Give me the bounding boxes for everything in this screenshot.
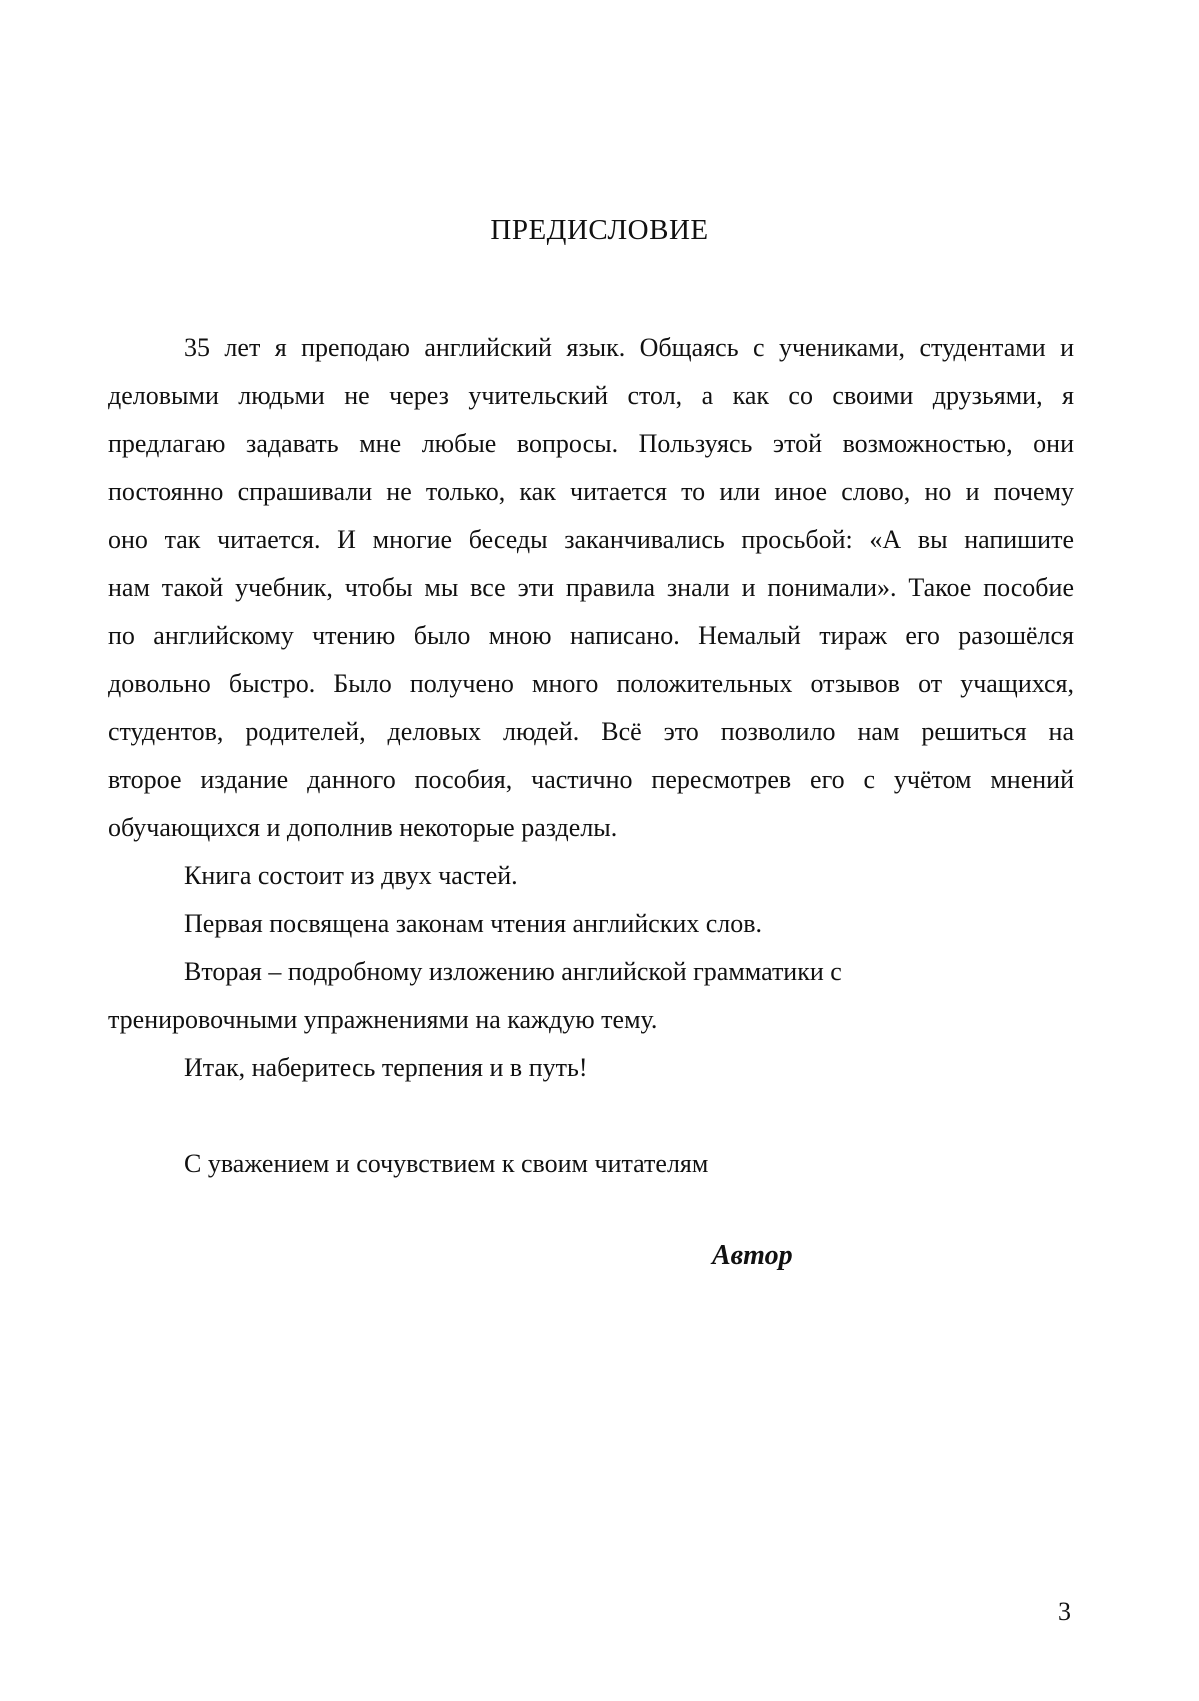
closing-paragraph: Итак, наберитесь терпения и в путь! xyxy=(184,1053,588,1082)
intro-line: деловыми людьми не через учительский стол, а как со своими друзьями, я xyxy=(108,381,1074,410)
preface-body xyxy=(108,324,1074,1092)
intro-paragraph xyxy=(108,324,1074,852)
intro-line: довольно быстро. Было получено много положительных отзывов от учащихся, xyxy=(108,669,1074,698)
page-title: ПРЕДИСЛОВИЕ xyxy=(490,214,709,246)
part-two-line: тренировочными упражнениями на каждую тему. xyxy=(108,1005,658,1034)
intro-line: по английскому чтению было мною написано. Немалый тираж его разошёлся xyxy=(108,621,1074,650)
part-two-line: Вторая – подробному изложению английской грамматики с xyxy=(184,957,842,986)
part-one-paragraph: Первая посвящена законам чтения английских слов. xyxy=(184,909,763,938)
intro-line: 35 лет я преподаю английский язык. Общаясь с учениками, студентами и xyxy=(184,333,1074,362)
intro-line: оно так читается. И многие беседы заканчивались просьбой: «А вы напишите xyxy=(108,525,1074,554)
author-signature: Автор xyxy=(712,1240,793,1271)
book-parts-paragraph: Книга состоит из двух частей. xyxy=(184,861,518,890)
intro-line: постоянно спрашивали не только, как читается то или иное слово, но и почему xyxy=(108,477,1074,506)
intro-line: нам такой учебник, чтобы мы все эти правила знали и понимали». Такое пособие xyxy=(108,573,1074,602)
intro-line: обучающихся и дополнив некоторые разделы. xyxy=(108,813,618,842)
intro-line: студентов, родителей, деловых людей. Всё это позволило нам решиться на xyxy=(108,717,1074,746)
page-number: 3 xyxy=(1058,1597,1071,1626)
part-two-paragraph xyxy=(108,948,1074,1044)
regards-line: С уважением и сочувствием к своим читателям xyxy=(184,1149,709,1178)
intro-line: предлагаю задавать мне любые вопросы. Пользуясь этой возможностью, они xyxy=(108,429,1074,458)
intro-line: второе издание данного пособия, частично пересмотрев его с учётом мнений xyxy=(108,765,1074,794)
